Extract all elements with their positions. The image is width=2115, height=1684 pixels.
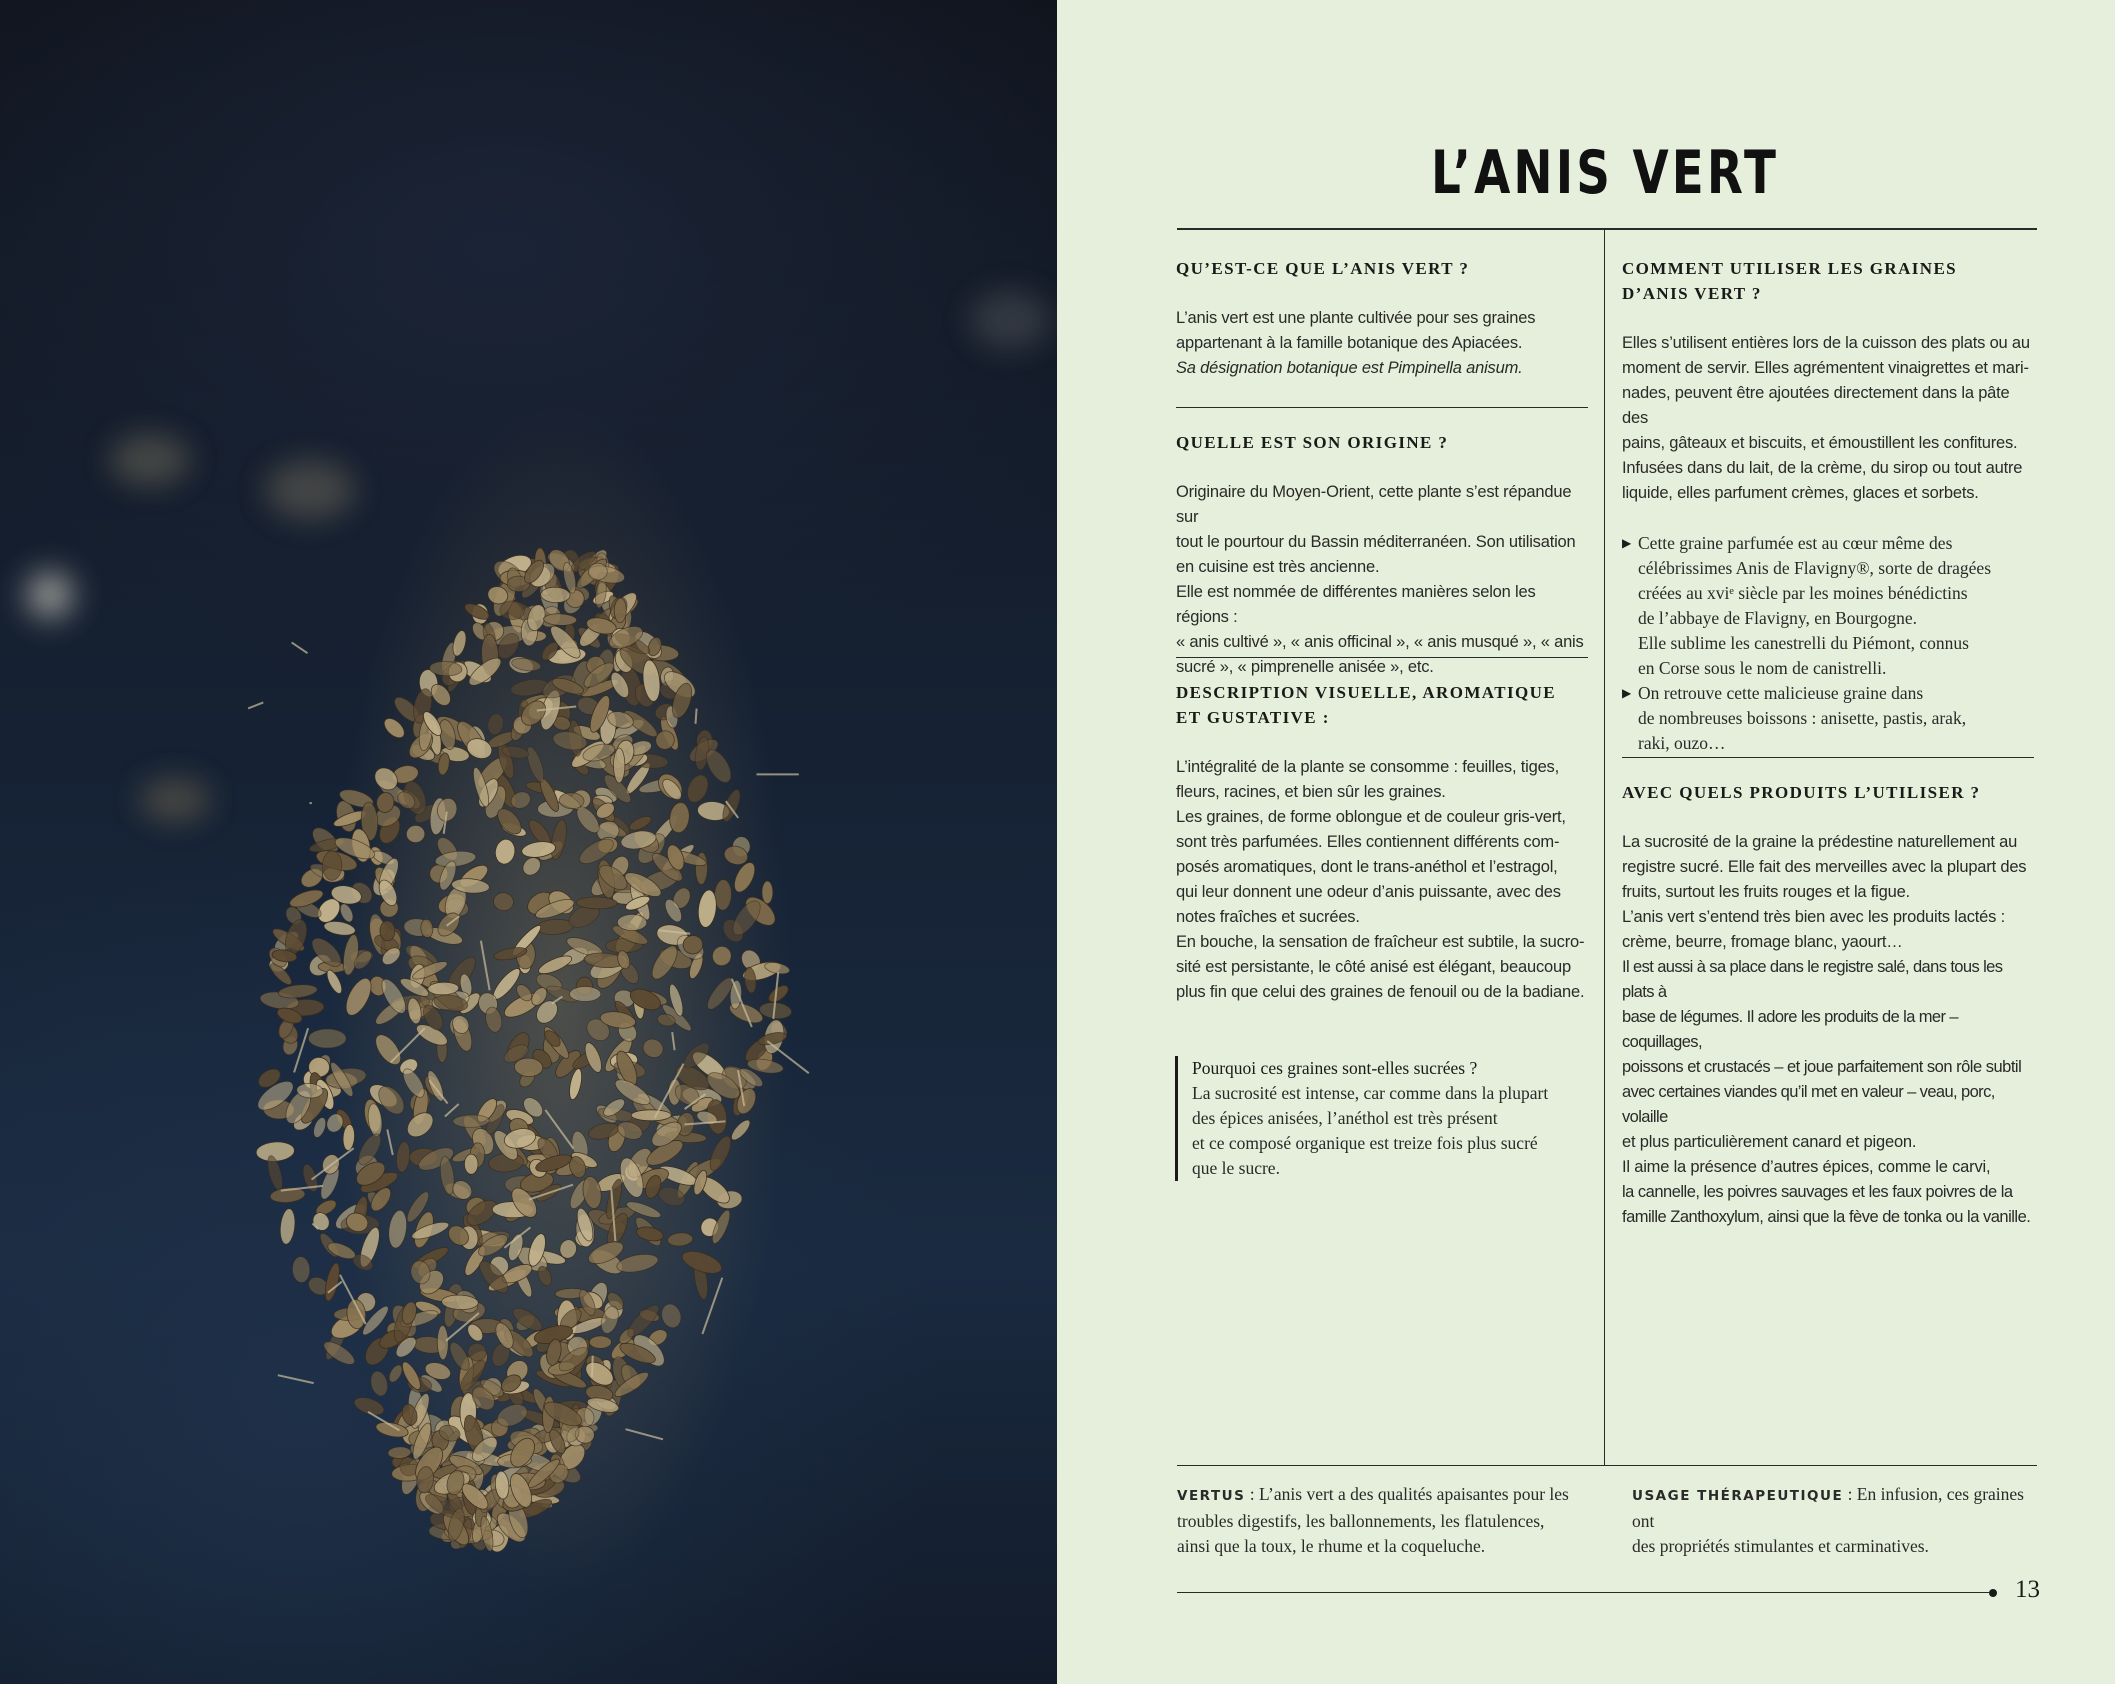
seed	[536, 918, 574, 936]
vertus-text: : L’anis vert a des qualités apaisantes pour les	[1245, 1484, 1569, 1504]
text-line: notes fraîches et sucrées.	[1176, 908, 1360, 926]
text-line: en cuisine est très ancienne.	[1176, 558, 1380, 576]
section-pairings	[1622, 780, 2038, 1230]
text-line	[1632, 1482, 2042, 1534]
section-heading: QUELLE EST SON ORIGINE ?	[1176, 433, 1449, 452]
seed	[631, 1110, 671, 1121]
text-line: Cette graine parfumée est au cœur même des	[1638, 533, 1953, 553]
text-line: liquide, elles parfument crèmes, glaces et sorbets.	[1622, 484, 1979, 502]
usage-block	[1632, 1482, 2042, 1559]
footer-top-rule	[1177, 1465, 2037, 1466]
text-line: de l’abbaye de Flavigny, en Bourgogne.	[1638, 608, 1917, 628]
seed	[524, 745, 547, 784]
seed	[570, 987, 601, 1002]
column-divider	[1604, 230, 1605, 1466]
seed	[615, 1251, 659, 1275]
text-line: Sa désignation botanique est Pimpinella anisum.	[1176, 359, 1523, 377]
text-line: sité est persistante, le côté anisé est élégant, beaucoup	[1176, 958, 1571, 976]
seed	[588, 563, 608, 580]
seed	[659, 1301, 684, 1330]
seed	[338, 902, 356, 924]
section-what-is-it	[1176, 256, 1588, 381]
text-line: La sucrosité de la graine la prédestine naturellement au	[1622, 833, 2018, 851]
seed	[366, 1103, 383, 1137]
text-line: En bouche, la sensation de fraîcheur est subtile, la sucro-	[1176, 933, 1585, 951]
text-line: Elle sublime les canestrelli du Piémont, connus	[1638, 633, 1969, 653]
text-line: des propriétés stimulantes et carminatives.	[1632, 1536, 1929, 1556]
seed-stem	[626, 1429, 664, 1439]
seed	[627, 985, 664, 1014]
text-line: troubles digestifs, les ballonnements, les flatulences,	[1177, 1511, 1545, 1531]
seed-stem	[248, 702, 263, 708]
seed	[728, 1117, 753, 1143]
section-heading: QU’EST-CE QUE L’ANIS VERT ?	[1176, 259, 1470, 278]
seed	[730, 859, 759, 895]
seed	[453, 1114, 490, 1127]
text-line: famille Zanthoxylum, ainsi que la fève de tonka ou la vanille.	[1622, 1208, 2031, 1226]
text-line: La sucrosité est intense, car comme dans la plupart	[1192, 1083, 1549, 1103]
section-description	[1176, 680, 1588, 1005]
text-line: L’intégralité de la plante se consomme : feuilles, tiges,	[1176, 758, 1559, 776]
text-line: pains, gâteaux et biscuits, et émoustillent les confitures.	[1622, 434, 2018, 452]
seed	[766, 982, 791, 1005]
vertus-label: VERTUS	[1177, 1488, 1246, 1504]
seed-pile-illustration	[0, 0, 1057, 1684]
text-line: et plus particulièrement canard et pigeon.	[1622, 1133, 1917, 1151]
text-line: et ce composé organique est treize fois plus sucré	[1192, 1133, 1538, 1153]
seed	[464, 1154, 478, 1174]
seed	[326, 1239, 358, 1262]
section-heading: COMMENT UTILISER LES GRAINES	[1622, 259, 1958, 278]
seed-stem	[696, 709, 697, 724]
text-line: célébrissimes Anis de Flavigny®, sorte de dragées	[1638, 558, 1992, 578]
seed	[352, 1394, 386, 1418]
seed	[710, 944, 733, 968]
seed-stem	[278, 1375, 314, 1383]
text-line: que le sucre.	[1192, 1158, 1280, 1178]
seed	[640, 1036, 666, 1061]
section-heading: ET GUSTATIVE :	[1176, 708, 1330, 727]
section-rule	[1176, 407, 1588, 408]
seed	[617, 914, 647, 931]
text-line: registre sucré. Elle fait des merveilles avec la plupart des	[1622, 858, 2027, 876]
section-rule	[1622, 757, 2034, 758]
text-line: Il est aussi à sa place dans le registre salé, dans tous les plats à	[1622, 958, 2003, 1001]
text-line: qui leur donnent une odeur d’anis puissante, avec des	[1176, 883, 1561, 901]
seed	[576, 897, 617, 910]
seed	[683, 772, 712, 806]
seed	[406, 825, 425, 843]
text-line: avec certaines viandes qu’il met en valeur – veau, porc, volaille	[1622, 1083, 1995, 1126]
text-line: crème, beurre, fromage blanc, yaourt…	[1622, 933, 1903, 951]
seed	[381, 715, 408, 742]
text-line: « anis cultivé », « anis officinal », « anis musqué », « anis	[1176, 633, 1584, 651]
seed	[509, 1304, 545, 1335]
section-origin	[1176, 430, 1588, 680]
text-line: tout le pourtour du Bassin méditerranéen. Son utilisation	[1176, 533, 1576, 551]
text-line: créées au xviᵉ siècle par les moines bénédictins	[1638, 583, 1968, 603]
seed	[368, 1369, 390, 1398]
section-heading: DESCRIPTION VISUELLE, AROMATIQUE	[1176, 683, 1556, 702]
section-heading: AVEC QUELS PRODUITS L’UTILISER ?	[1622, 783, 1981, 802]
seed	[279, 1208, 297, 1245]
usage-text: : En infusion, ces graines ont	[1632, 1484, 2024, 1531]
seed-stem	[445, 1104, 459, 1117]
seed	[380, 921, 395, 941]
text-line: Originaire du Moyen-Orient, cette plante s’est répandue sur	[1176, 483, 1572, 526]
page-number-dot	[1989, 1589, 1997, 1597]
anise-seeds-photo	[0, 0, 1057, 1684]
text-line: Les graines, de forme oblongue et de couleur gris-vert,	[1176, 808, 1566, 826]
text-line: ainsi que la toux, le rhume et la coqueluche.	[1177, 1536, 1486, 1556]
seed	[310, 1210, 332, 1234]
seed	[308, 1029, 346, 1048]
text-line: poissons et crustacés – et joue parfaitement son rôle subtil	[1622, 1058, 2022, 1076]
seed	[486, 712, 505, 736]
text-line: nades, peuvent être ajoutées directement dans la pâte des	[1622, 384, 2010, 427]
text-line: la cannelle, les poivres sauvages et les faux poivres de la	[1622, 1183, 2013, 1201]
seed	[706, 1133, 735, 1173]
text-line: Il aime la présence d’autres épices, comme le carvi,	[1622, 1158, 1991, 1176]
seed	[548, 818, 569, 860]
seed	[667, 1232, 693, 1247]
seed	[395, 1141, 411, 1173]
text-line: Elle est nommée de différentes manières selon les régions :	[1176, 583, 1536, 626]
text-line: Elles s’utilisent entières lors de la cuisson des plats ou au	[1622, 334, 2030, 352]
section-rule	[1176, 657, 1588, 658]
text-line: sucré », « pimprenelle anisée », etc.	[1176, 658, 1434, 676]
text-line: posés aromatiques, dont le trans-anéthol et l’estragol,	[1176, 858, 1558, 876]
text-line: L’anis vert s’entend très bien avec les produits lactés :	[1622, 908, 2005, 926]
seed-stem	[292, 642, 308, 653]
seed	[386, 1209, 409, 1249]
text-line: base de légumes. Il adore les produits de la mer – coquillages,	[1622, 1008, 1958, 1051]
text-line: L’anis vert est une plante cultivée pour ses graines	[1176, 309, 1536, 327]
seed-stem	[481, 941, 490, 991]
text-line: sont très parfumées. Elles contiennent différents com-	[1176, 833, 1560, 851]
bullet-arrow-icon: ▶	[1622, 536, 1632, 550]
seed	[386, 1363, 404, 1385]
seed	[589, 1336, 611, 1349]
seed	[322, 851, 342, 881]
vertus-block	[1177, 1482, 1587, 1559]
title-rule	[1177, 228, 2037, 230]
sweetness-callout	[1175, 1056, 1592, 1181]
seed	[500, 601, 525, 620]
seed	[614, 598, 626, 623]
bullet-flavigny	[1622, 531, 2038, 681]
text-line: On retrouve cette malicieuse graine dans	[1638, 683, 1924, 703]
section-how-to-use	[1622, 256, 2038, 756]
text-line: raki, ouzo…	[1638, 733, 1726, 753]
text-line: Infusées dans du lait, de la crème, du sirop ou tout autre	[1622, 459, 2023, 477]
seed-stem	[387, 1129, 393, 1155]
seed-stem	[592, 1356, 593, 1378]
seed	[492, 891, 515, 912]
text-line: moment de servir. Elles agrémentent vinaigrettes et mari-	[1622, 359, 2029, 377]
seed	[278, 983, 318, 1000]
text-line: appartenant à la famille botanique des Apiacées.	[1176, 334, 1523, 352]
section-heading: D’ANIS VERT ?	[1622, 284, 1762, 303]
text-line: fleurs, racines, et bien sûr les graines.	[1176, 783, 1446, 801]
seed	[292, 1256, 311, 1283]
text-line: en Corse sous le nom de canistrelli.	[1638, 658, 1887, 678]
seed	[437, 1325, 449, 1360]
bullet-arrow-icon: ▶	[1622, 686, 1632, 700]
callout-title: Pourquoi ces graines sont-elles sucrées ?	[1192, 1058, 1478, 1078]
seed	[762, 881, 773, 904]
text-line: des épices anisées, l’anéthol est très présent	[1192, 1108, 1498, 1128]
text-line: fruits, surtout les fruits rouges et la figue.	[1622, 883, 1910, 901]
usage-label: USAGE THÉRAPEUTIQUE	[1632, 1488, 1844, 1504]
seed	[493, 838, 516, 866]
seed	[341, 933, 361, 976]
page-title: L’ANIS VERT	[1430, 138, 1780, 208]
text-line: de nombreuses boissons : anisette, pastis, arak,	[1638, 708, 1967, 728]
page-number: 13	[2015, 1576, 2040, 1603]
seed	[696, 889, 718, 928]
text-line	[1177, 1482, 1587, 1509]
seed	[371, 1030, 406, 1069]
text-line: plus fin que celui des graines de fenouil ou de la badiane.	[1176, 983, 1585, 1001]
bullet-drinks	[1622, 681, 2038, 756]
seed-stem	[672, 1032, 674, 1050]
seed	[614, 748, 625, 783]
page-bottom-rule	[1177, 1592, 1989, 1593]
